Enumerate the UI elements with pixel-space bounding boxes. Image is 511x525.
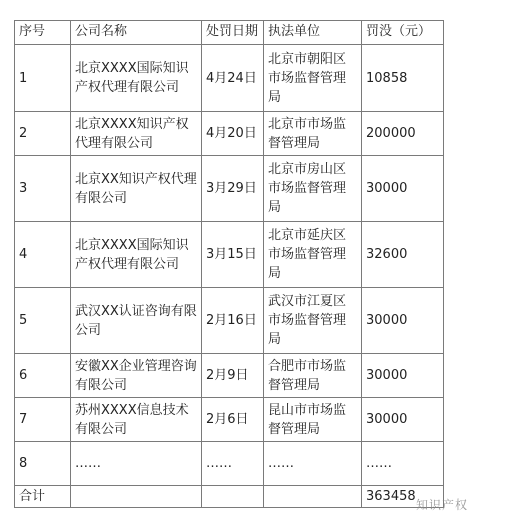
- cell-agency: 北京市房山区市场监督管理局: [264, 156, 362, 222]
- table-row: [15, 222, 444, 288]
- cell-company: 苏州XXXX信息技术有限公司: [71, 398, 202, 442]
- cell-company: 北京XXXX国际知识产权代理有限公司: [71, 45, 202, 112]
- cell-date: 2月9日: [202, 354, 264, 398]
- cell-agency: 武汉市江夏区市场监督管理局: [264, 288, 362, 354]
- cell-amount: 200000: [362, 112, 444, 156]
- cell-date: 2月6日: [202, 398, 264, 442]
- cell-date: 4月20日: [202, 112, 264, 156]
- cell-date: 4月24日: [202, 45, 264, 112]
- cell-date: 3月29日: [202, 156, 264, 222]
- cell-amount: 30000: [362, 398, 444, 442]
- penalty-table: [14, 20, 444, 508]
- total-empty-cell: [264, 486, 362, 508]
- cell-date: 3月15日: [202, 222, 264, 288]
- header-company: 公司名称: [71, 21, 202, 45]
- cell-company: 北京XX知识产权代理有限公司: [71, 156, 202, 222]
- total-empty-cell: [71, 486, 202, 508]
- cell-company: 北京XXXX知识产权代理有限公司: [71, 112, 202, 156]
- cell-amount: 30000: [362, 156, 444, 222]
- cell-no: 1: [15, 45, 71, 112]
- cell-no: 2: [15, 112, 71, 156]
- cell-no: 7: [15, 398, 71, 442]
- cell-amount: ……: [362, 442, 444, 486]
- cell-date: 2月16日: [202, 288, 264, 354]
- cell-amount: 30000: [362, 288, 444, 354]
- cell-no: 8: [15, 442, 71, 486]
- cell-agency: 北京市市场监督管理局: [264, 112, 362, 156]
- table-row: [15, 398, 444, 442]
- header-no: 序号: [15, 21, 71, 45]
- cell-company: 武汉XX认证咨询有限公司: [71, 288, 202, 354]
- header-date: 处罚日期: [202, 21, 264, 45]
- cell-date: ……: [202, 442, 264, 486]
- cell-agency: ……: [264, 442, 362, 486]
- table-row: [15, 442, 444, 486]
- cell-amount: 32600: [362, 222, 444, 288]
- cell-company: 安徽XX企业管理咨询有限公司: [71, 354, 202, 398]
- table-row: [15, 354, 444, 398]
- table-row: [15, 156, 444, 222]
- watermark: 知识产权: [416, 498, 469, 512]
- cell-company: ……: [71, 442, 202, 486]
- cell-agency: 合肥市市场监督管理局: [264, 354, 362, 398]
- table-header-row: [15, 21, 444, 45]
- total-label: 合计: [15, 486, 71, 508]
- cell-company: 北京XXXX国际知识产权代理有限公司: [71, 222, 202, 288]
- cell-no: 4: [15, 222, 71, 288]
- cell-no: 5: [15, 288, 71, 354]
- total-value: 363458: [362, 486, 444, 508]
- table-row: [15, 45, 444, 112]
- table-row: [15, 112, 444, 156]
- cell-no: 6: [15, 354, 71, 398]
- header-agency: 执法单位: [264, 21, 362, 45]
- table-row: [15, 288, 444, 354]
- total-empty-cell: [202, 486, 264, 508]
- cell-no: 3: [15, 156, 71, 222]
- cell-amount: 10858: [362, 45, 444, 112]
- cell-amount: 30000: [362, 354, 444, 398]
- cell-agency: 北京市延庆区市场监督管理局: [264, 222, 362, 288]
- table-total-row: [15, 486, 444, 508]
- header-amount: 罚没（元）: [362, 21, 444, 45]
- cell-agency: 北京市朝阳区市场监督管理局: [264, 45, 362, 112]
- cell-agency: 昆山市市场监督管理局: [264, 398, 362, 442]
